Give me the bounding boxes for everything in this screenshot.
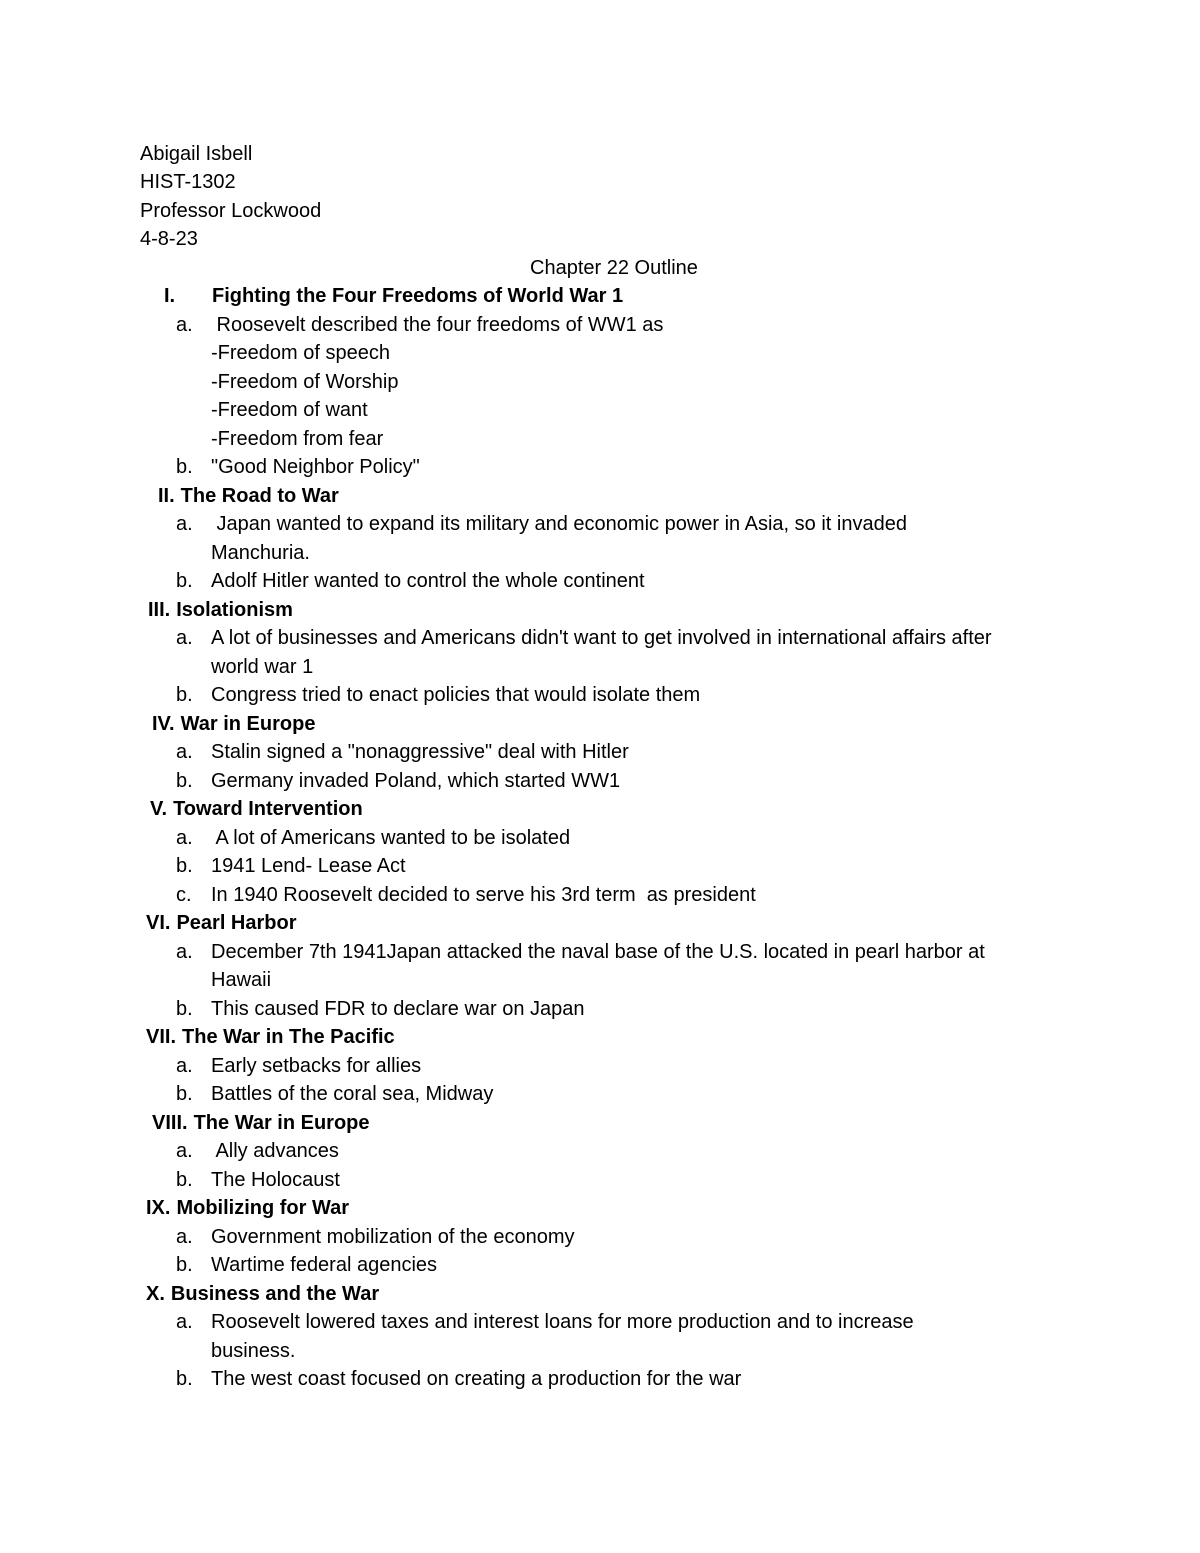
section-heading [150, 795, 363, 823]
list-item: -Freedom of speech [211, 342, 390, 364]
section-heading-text: Toward Intervention [173, 798, 363, 820]
list-item: "Good Neighbor Policy" [211, 456, 420, 478]
item-letter: a. [176, 940, 193, 963]
section-heading [164, 282, 624, 310]
list-item: A lot of Americans wanted to be isolated [211, 826, 571, 849]
list-item: Battles of the coral sea, Midway [211, 1083, 494, 1105]
list-item: Hawaii [211, 969, 272, 991]
section-heading [146, 1194, 349, 1222]
list-item: Ally advances [211, 1140, 339, 1162]
item-letter: b. [176, 997, 193, 1020]
section-heading [148, 596, 293, 624]
item-letter: b. [176, 769, 193, 792]
section-heading [146, 909, 297, 937]
section-heading-text: Fighting the Four Freedoms of World War 1 [212, 285, 624, 307]
list-item: -Freedom from fear [211, 427, 384, 450]
list-item: Wartime federal agencies [211, 1254, 438, 1276]
section-numeral: IV. [152, 712, 175, 735]
list-item: Roosevelt described the four freedoms of WW1 as [211, 313, 664, 336]
document-date: 4-8-23 [140, 228, 198, 250]
list-item: The west coast focused on creating a production for the war [211, 1368, 742, 1390]
item-letter: a. [176, 1140, 193, 1162]
section-heading-text: Pearl Harbor [176, 912, 297, 934]
section-numeral: V. [150, 798, 168, 820]
section-heading [146, 1280, 379, 1308]
section-numeral: VII. [146, 1026, 177, 1048]
list-item: world war 1 [211, 655, 314, 678]
list-item: A lot of businesses and Americans didn't want to get involved in international affairs after [211, 627, 992, 649]
course-code: HIST-1302 [140, 171, 236, 193]
list-item: -Freedom of want [211, 399, 368, 421]
section-numeral: II. [158, 484, 175, 507]
list-item: In 1940 Roosevelt decided to serve his 3rd term as president [211, 883, 756, 906]
list-item: business. [211, 1339, 296, 1362]
list-item: Adolf Hitler wanted to control the whole continent [211, 570, 645, 592]
section-numeral: VI. [146, 912, 171, 934]
list-item: December 7th 1941Japan attacked the naval base of the U.S. located in pearl harbor at [211, 940, 985, 963]
list-item: Germany invaded Poland, which started WW1 [211, 769, 621, 792]
item-letter: a. [176, 741, 193, 763]
section-numeral: X. [146, 1282, 165, 1305]
section-heading-text: Business and the War [170, 1282, 380, 1305]
section-heading-text: The Road to War [180, 484, 339, 507]
list-item: The Holocaust [211, 1168, 340, 1191]
list-item: Manchuria. [211, 541, 310, 564]
item-letter: a. [176, 1311, 193, 1333]
list-item: -Freedom of Worship [211, 370, 399, 393]
author-name: Abigail Isbell [140, 143, 253, 165]
item-letter: b. [176, 1083, 193, 1105]
section-heading-text: War in Europe [180, 712, 316, 735]
section-heading-text: The War in Europe [193, 1111, 370, 1134]
list-item: Roosevelt lowered taxes and interest loans for more production and to increase [211, 1311, 914, 1333]
list-item: 1941 Lend- Lease Act [211, 855, 406, 877]
item-letter: a. [176, 1225, 193, 1248]
section-heading-text: The War in The Pacific [182, 1026, 395, 1048]
item-letter: b. [176, 1254, 193, 1276]
item-letter: b. [176, 456, 193, 478]
section-numeral: IX. [146, 1197, 171, 1219]
item-letter: b. [176, 684, 193, 706]
list-item: Congress tried to enact policies that would isolate them [211, 684, 701, 706]
item-letter: b. [176, 570, 193, 592]
item-letter: b. [176, 855, 193, 877]
item-letter: a. [176, 513, 193, 535]
item-letter: b. [176, 1168, 193, 1191]
item-letter: a. [176, 313, 193, 336]
item-letter: a. [176, 627, 193, 649]
section-heading-text: Isolationism [176, 598, 293, 621]
section-heading [152, 1109, 370, 1137]
section-heading [146, 1023, 395, 1051]
list-item: Stalin signed a "nonaggressive" deal with Hitler [211, 741, 629, 763]
section-heading [152, 710, 315, 738]
section-numeral: I. [164, 285, 176, 307]
list-item: Government mobilization of the economy [211, 1225, 575, 1248]
item-letter: b. [176, 1368, 193, 1390]
section-numeral: VIII. [152, 1111, 188, 1134]
item-letter: a. [176, 1054, 193, 1077]
item-letter: c. [176, 883, 192, 906]
document-title: Chapter 22 Outline [530, 257, 698, 279]
list-item: Early setbacks for allies [211, 1054, 422, 1077]
item-letter: a. [176, 826, 193, 849]
section-heading-text: Mobilizing for War [176, 1197, 350, 1219]
list-item: This caused FDR to declare war on Japan [211, 997, 585, 1020]
section-heading [158, 482, 339, 510]
list-item: Japan wanted to expand its military and economic power in Asia, so it invaded [211, 513, 907, 535]
professor-name: Professor Lockwood [140, 200, 322, 222]
section-numeral: III. [148, 598, 171, 621]
